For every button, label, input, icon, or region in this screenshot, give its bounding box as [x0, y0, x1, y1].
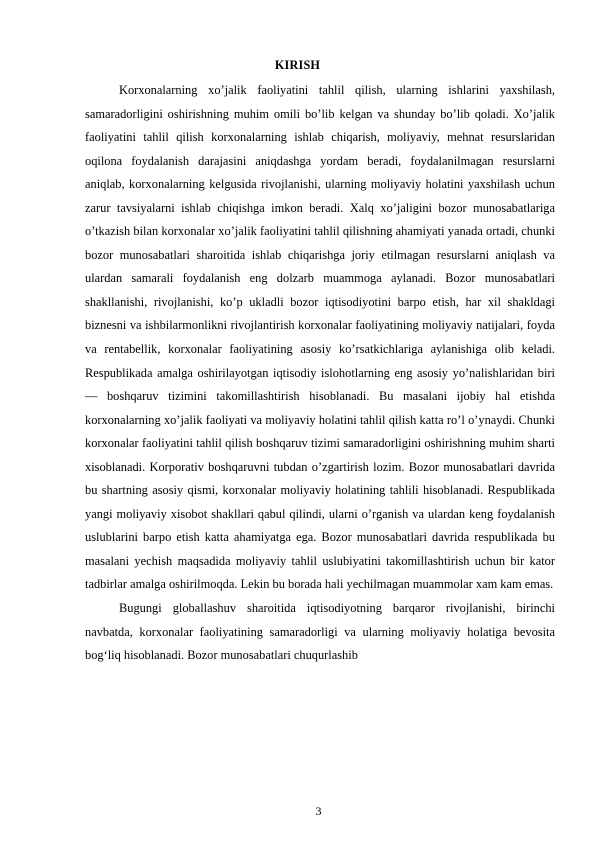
section-heading: KIRISH	[274, 58, 321, 72]
paragraph-1: Korxonalarning xo’jalik faoliyatini tahlil qilish, ularning ishlarini yaxshilash, samaradorligini oshirishning muhim omili bo’lib kelgan va shunday bo’lib qoladi. Xo’jalik faoliyatini tahlil qilish korxonalarning ishlab chiqarish, moliyaviy, mehnat resurslaridan oqilona foydalanish darajasini aniqdashga yordam beradi, foydalanilmagan resurslarni aniqlab, korxonalarning kelgusida rivojlanishi, ularning moliyaviy holatini yaxshilash uchun zarur tavsiyalarni ishlab chiqishga imkon beradi. Xalq xo’jaligini bozor munosabatlariga o’tkazish bilan korxonalar xo’jalik faoliyatini tahlil qilishning ahamiyati yanada ortadi, chunki bozor munosabatlari sharoitida ishlab chiqarishga joriy etilmagan resurslarni aniqlash va ulardan samarali foydalanish eng dolzarb muammoga aylanadi. Bozor munosabatlari shakllanishi, rivojlanishi, ko’p ukladli bozor iqtisodiyotini barpo etish, har xil shakldagi biznesni va ishbilarmonlikni rivojlantirish korxonalar faoliyatining moliyaviy natijalari, foyda va rentabellik, korxonalar faoliyatining asosiy ko’rsatkichlariga aylanishiga olib keladi. Respublikada amalga oshirilayotgan iqtisodiy islohotlarning eng asosiy yo’nalishlaridan biri — boshqaruv tizimini takomillashtirish hisoblanadi. Bu masalani ijobiy hal etishda korxonalarning xo’jalik faoliyati va moliyaviy holatini tahlil qilish katta ro’l o’ynaydi. Chunki korxonalar faoliyatini tahlil qilish boshqaruv tizimi samaradorligini oshirishning muhim sharti xisoblanadi. Korporativ boshqaruvni tubdan o’zgartirish lozim. Bozor munosabatlari davrida bu shartning asosiy qismi, korxonalar moliyaviy holatining tahlili hisoblanadi. Respublikada yangi moliyaviy xisobot shakllari qabul qilindi, ularni o’rganish va ulardan keng foydalanish uslublarini barpo etish katta ahamiyatga ega. Bozor munosabatlari davrida respublikada bu masalani yechish maqsadida moliyaviy tahlil uslubiyatini takomillashtirish uchun bir kator tadbirlar amalga oshirilmoqda. Lekin bu borada hali yechilmagan muammolar xam kam emas.	[85, 83, 555, 592]
body-text	[85, 79, 555, 668]
paragraph-2: Bugungi globallashuv sharoitida iqtisodiyotning barqaror rivojlanishi, birinchi navbatda, korxonalar faoliyatining samaradorligi va ularning moliyaviy holatiga bevosita bog‘liq hisoblanadi. Bozor munosabatlari chuqurlashib	[85, 601, 555, 663]
page-number: 3	[315, 804, 322, 818]
